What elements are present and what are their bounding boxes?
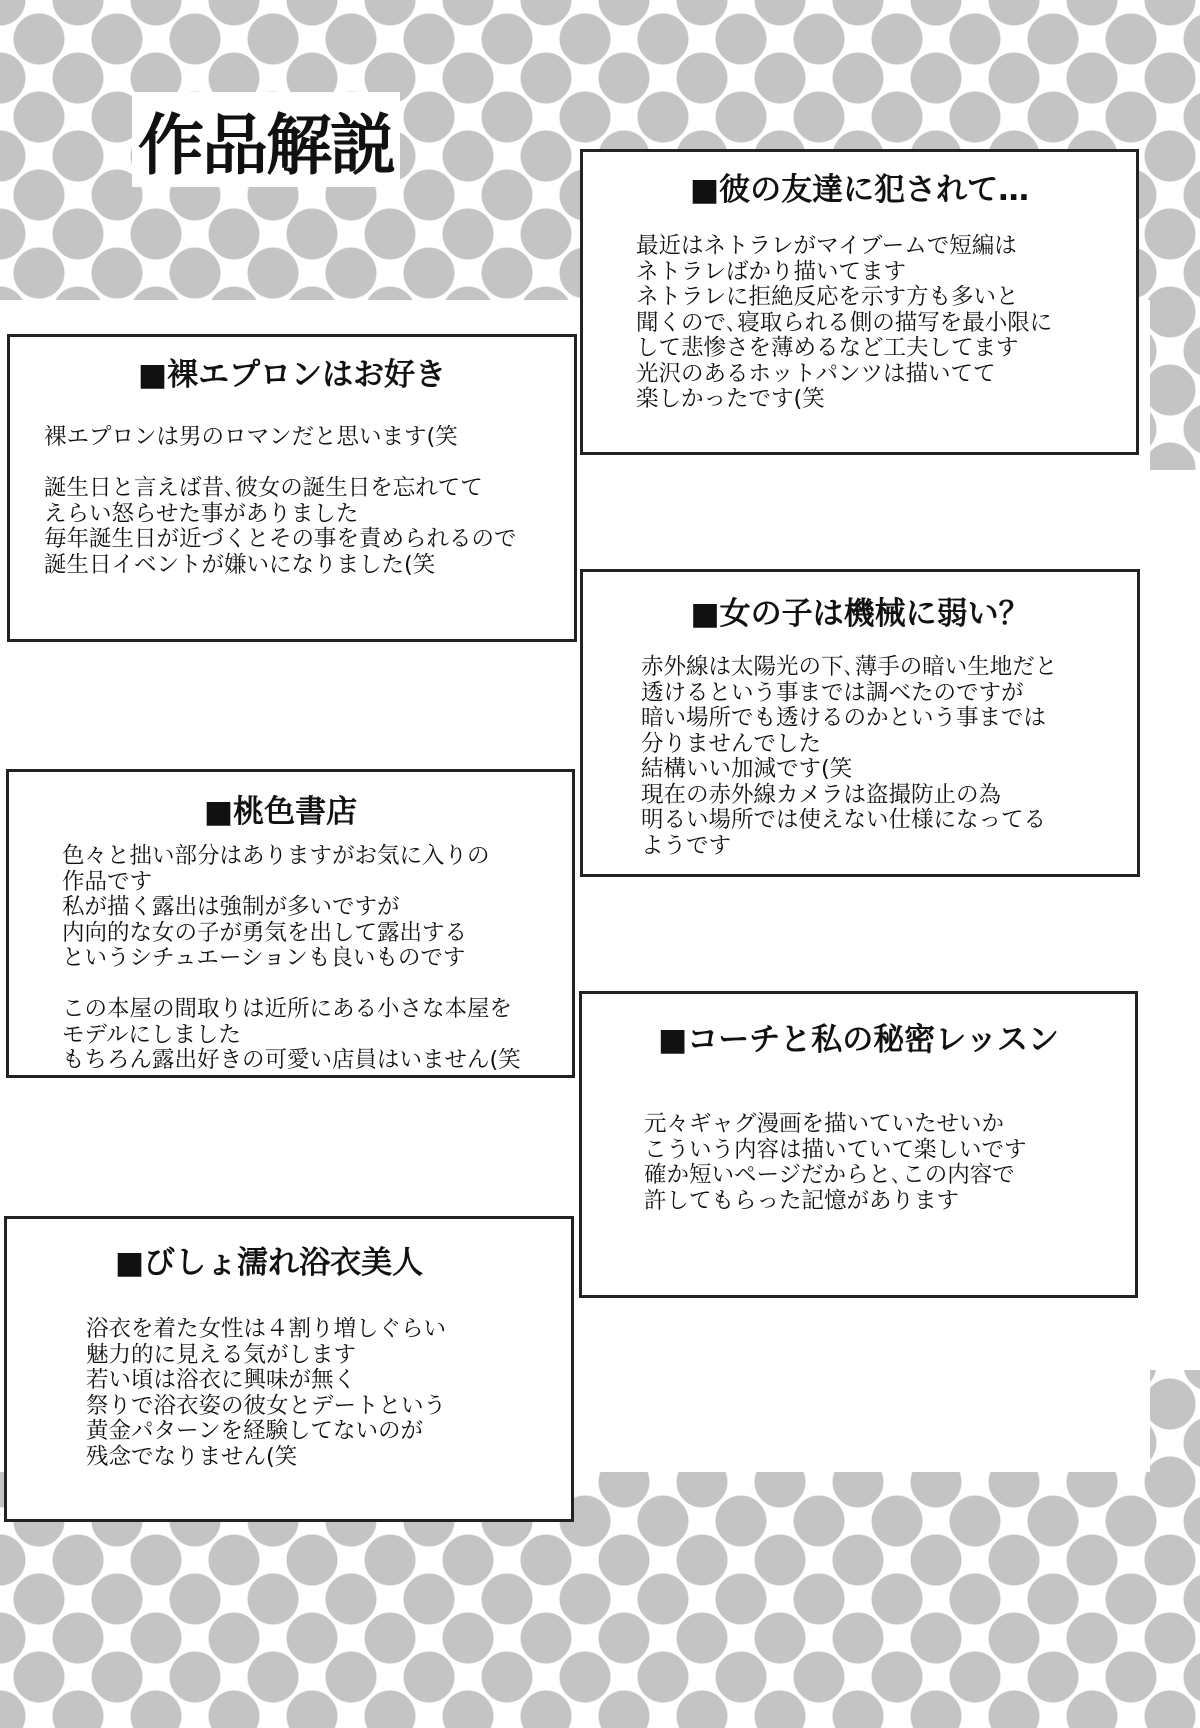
body-line: 許してもらった記憶があります	[644, 1187, 960, 1214]
body-line: ネトラレに拒絶反応を示す方も多いと	[636, 284, 1019, 310]
section-title: ■びしょ濡れ浴衣美人	[114, 1245, 424, 1281]
body-line: 最近はネトラレがマイブームで短編は	[636, 233, 1017, 259]
body-line: というシチュエーションも良いものです	[62, 945, 466, 971]
section-box-coach-lesson	[579, 991, 1138, 1298]
section-body	[44, 425, 517, 578]
body-line: 暗い場所でも透けるのかという事までは	[641, 705, 1047, 731]
body-line: 明るい場所では使えない仕様になってる	[641, 807, 1047, 833]
section-box-bisho-yukata	[4, 1216, 574, 1522]
page-title: 作品解説	[132, 92, 400, 187]
body-line: ようです	[641, 832, 732, 859]
section-title: ■女の子は機械に弱い？	[690, 596, 1030, 632]
body-line: して悲惨さを薄めるなど工夫してます	[636, 335, 1019, 361]
body-line: 黄金パターンを経験してないのが	[86, 1418, 424, 1444]
body-line: 作品です	[62, 868, 153, 895]
body-line: 結構いい加減です(笑	[641, 756, 853, 782]
body-line	[44, 451, 517, 477]
body-line: この本屋の間取りは近所にある小さな本屋を	[62, 996, 513, 1022]
body-line: 光沢のあるホットパンツは描いてて	[636, 360, 996, 387]
section-title: ■裸エプロンはお好き	[137, 357, 447, 393]
body-line: 浴衣を着た女性は４割り増しぐらい	[86, 1316, 447, 1342]
section-body	[636, 234, 1052, 413]
body-line: 色々と拙い部分はありますがお気に入りの	[62, 843, 490, 869]
section-body	[62, 844, 521, 1074]
section-body	[641, 655, 1057, 859]
body-line: こういう内容は描いていて楽しいです	[644, 1136, 1027, 1163]
body-line: もちろん露出好きの可愛い店員はいません(笑	[62, 1047, 521, 1073]
body-line: 聞くので､寝取られる側の描写を最小限に	[636, 309, 1053, 336]
section-body	[86, 1317, 446, 1470]
body-line: 確か短いページだからと､この内容で	[644, 1162, 1015, 1188]
section-title: ■桃色書店	[203, 794, 358, 830]
section-box-onnanoko-kikai	[580, 569, 1140, 877]
body-line: 透けるという事までは調べたのですが	[641, 679, 1024, 706]
section-body	[644, 1112, 1027, 1214]
body-line: 毎年誕生日が近づくとその事を責められるので	[44, 526, 517, 552]
section-title: ■彼の友達に犯されて…	[689, 172, 1030, 208]
body-line: 現在の赤外線カメラは盗撮防止の為	[641, 781, 1002, 808]
section-box-hadaka-apron	[7, 334, 577, 642]
section-title: ■コーチと私の秘密レッスン	[658, 1022, 1059, 1058]
body-line: 残念でなりません(笑	[86, 1443, 298, 1470]
body-line: 元々ギャグ漫画を描いていたせいか	[644, 1111, 1005, 1137]
body-line: えらい怒らせた事がありました	[44, 500, 359, 527]
body-line: 裸エプロンは男のロマンだと思います(笑	[44, 424, 458, 450]
body-line: 若い頃は浴衣に興味が無く	[86, 1367, 357, 1393]
section-box-momoiro-shoten	[6, 769, 575, 1078]
body-line	[62, 972, 521, 998]
body-line: 分りませんでした	[641, 730, 822, 757]
body-line: モデルにしました	[62, 1021, 241, 1048]
body-line: 魅力的に見える気がします	[86, 1341, 357, 1368]
body-line: 私が描く露出は強制が多いですが	[62, 894, 400, 920]
body-line: 祭りで浴衣姿の彼女とデートという	[86, 1392, 447, 1419]
body-line: 楽しかったです(笑	[636, 386, 825, 412]
body-line: 誕生日と言えば昔､彼女の誕生日を忘れてて	[44, 475, 483, 501]
body-line: 誕生日イベントが嫌いになりました(笑	[44, 551, 436, 578]
body-line: 内向的な女の子が勇気を出して露出する	[62, 919, 468, 946]
section-box-kare-no-tomodachi	[580, 149, 1139, 455]
background-white-area-right	[1140, 470, 1200, 1370]
body-line: ネトラレばかり描いてます	[636, 258, 907, 285]
body-line: 赤外線は太陽光の下､薄手の暗い生地だと	[641, 654, 1058, 680]
